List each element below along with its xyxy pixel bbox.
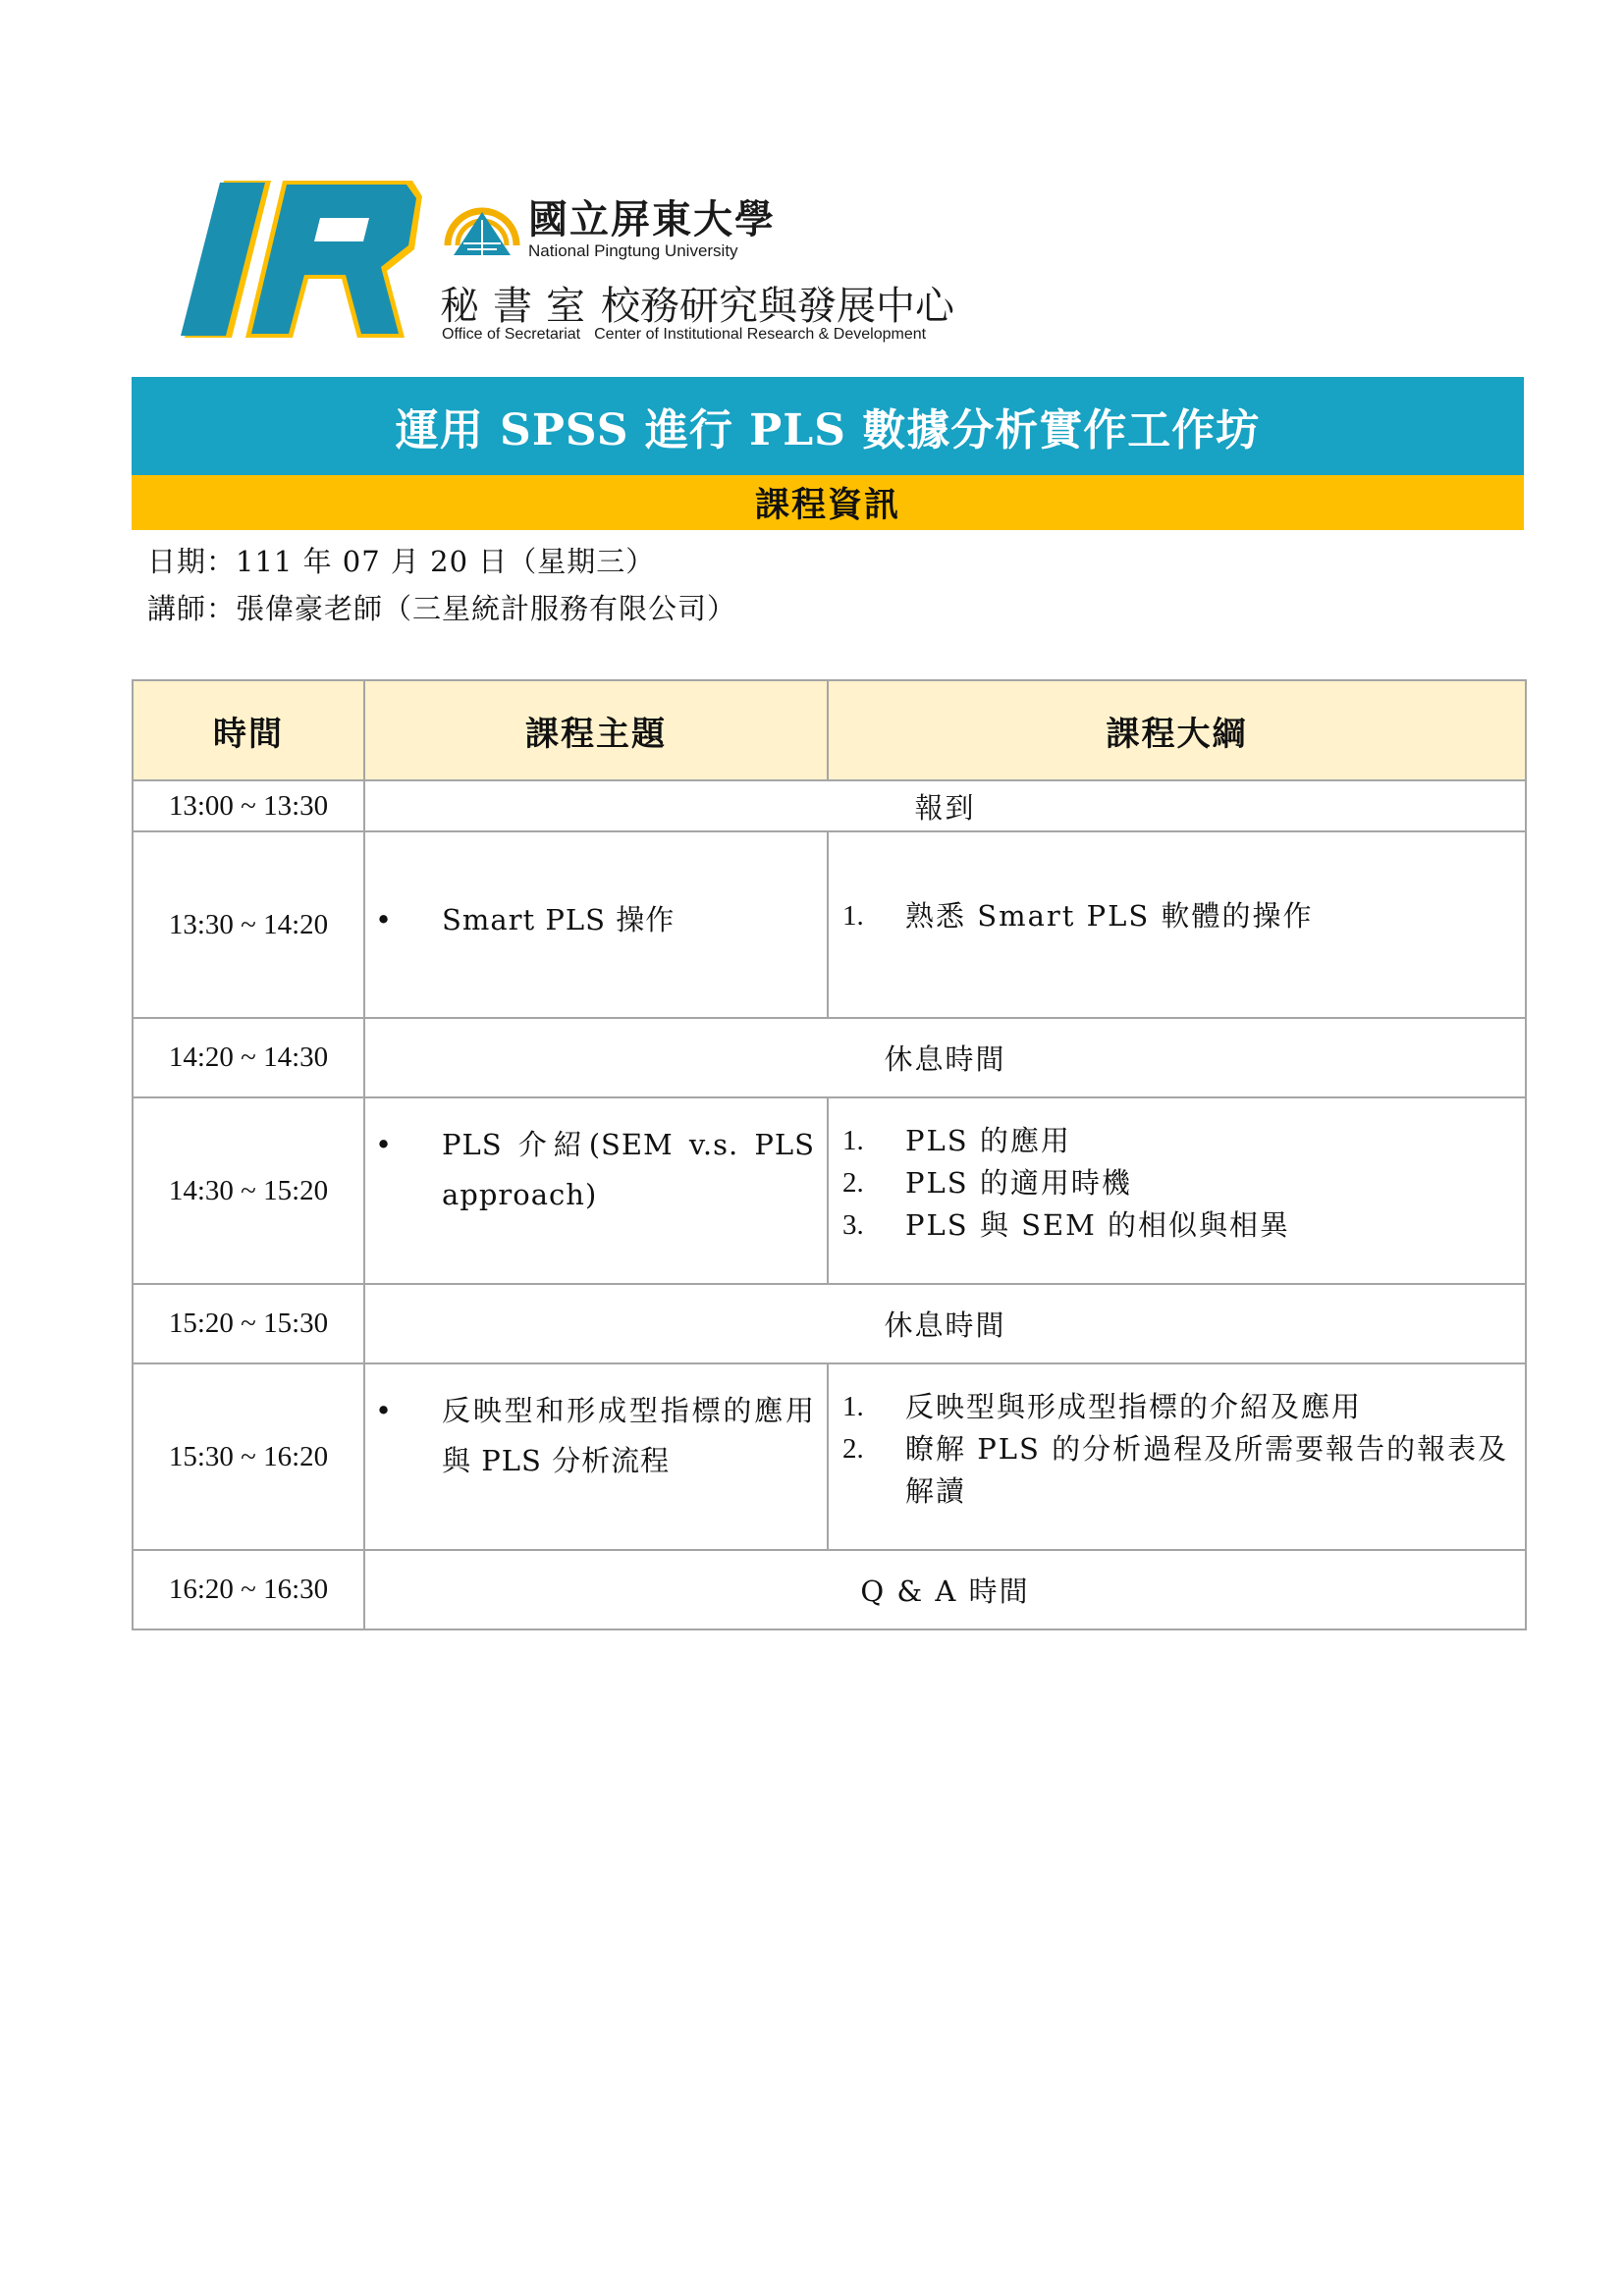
table-row <box>133 1363 1526 1550</box>
row-outline <box>828 831 1526 1018</box>
secretariat-name-en: Office of Secretariat <box>442 326 581 343</box>
list-item: 3. PLS 與 SEM 的相似與相異 <box>842 1208 1291 1242</box>
table-header-row <box>133 680 1526 780</box>
header-logo-block <box>177 173 962 349</box>
header-outline: 課程大綱 <box>828 680 1526 780</box>
row-time: 14:30 ~ 15:20 <box>133 1097 364 1284</box>
table-row <box>133 831 1526 1018</box>
course-date: 日期：111 年 07 月 20 日（星期三） <box>147 545 656 578</box>
university-seal-icon <box>442 187 522 267</box>
row-outline <box>828 1097 1526 1284</box>
row-time: 14:20 ~ 14:30 <box>133 1018 364 1097</box>
row-topic <box>364 1097 828 1284</box>
schedule-table <box>132 679 1527 1630</box>
header-time: 時間 <box>133 680 364 780</box>
row-merged-activity: Q & A 時間 <box>364 1550 1526 1629</box>
office-name-en <box>442 326 926 344</box>
row-time: 15:30 ~ 16:20 <box>133 1363 364 1550</box>
table-row <box>133 780 1526 831</box>
list-item: 1. 熟悉 Smart PLS 軟體的操作 <box>842 899 1314 933</box>
list-item: 2. PLS 的適用時機 <box>842 1166 1132 1200</box>
topic-text: Smart PLS 操作 <box>442 903 676 936</box>
list-item: 2. 瞭解 PLS 的分析過程及所需要報告的報表及解讀 <box>842 1432 1509 1508</box>
university-name-en: National Pingtung University <box>528 241 738 260</box>
table-row <box>133 1284 1526 1363</box>
list-item: 1. 反映型與形成型指標的介紹及應用 <box>842 1390 1363 1423</box>
list-item: 1. PLS 的應用 <box>842 1124 1071 1157</box>
workshop-title: 運用 SPSS 進行 PLS 數據分析實作工作坊 <box>132 377 1524 475</box>
row-merged-activity: 報到 <box>364 780 1526 831</box>
topic-text: 反映型和形成型指標的應用與 PLS 分析流程 <box>442 1394 815 1477</box>
center-name-en: Center of Institutional Research & Development <box>594 326 927 343</box>
office-name-zh <box>440 275 954 331</box>
course-lecturer: 講師：張偉豪老師（三星統計服務有限公司） <box>147 592 737 625</box>
row-outline <box>828 1363 1526 1550</box>
course-info-heading: 課程資訊 <box>132 475 1524 530</box>
table-row <box>133 1550 1526 1629</box>
row-time: 13:30 ~ 14:20 <box>133 831 364 1018</box>
bullet-icon: • <box>375 1394 393 1427</box>
row-merged-activity: 休息時間 <box>364 1284 1526 1363</box>
row-time: 15:20 ~ 15:30 <box>133 1284 364 1363</box>
row-topic <box>364 1363 828 1550</box>
topic-text: PLS 介紹(SEM v.s. PLS approach) <box>442 1128 815 1211</box>
university-name-zh: 國立屏東大學 <box>528 196 776 242</box>
table-row <box>133 1018 1526 1097</box>
bullet-icon: • <box>375 1128 393 1161</box>
bullet-icon: • <box>375 903 393 936</box>
row-merged-activity: 休息時間 <box>364 1018 1526 1097</box>
secretariat-name-zh: 秘書室 <box>440 284 599 329</box>
row-topic <box>364 831 828 1018</box>
center-name-zh: 校務研究與發展中心 <box>601 284 954 329</box>
header-topic: 課程主題 <box>364 680 828 780</box>
ir-logo-icon <box>177 181 432 338</box>
row-time: 16:20 ~ 16:30 <box>133 1550 364 1629</box>
table-row <box>133 1097 1526 1284</box>
row-time: 13:00 ~ 13:30 <box>133 780 364 831</box>
